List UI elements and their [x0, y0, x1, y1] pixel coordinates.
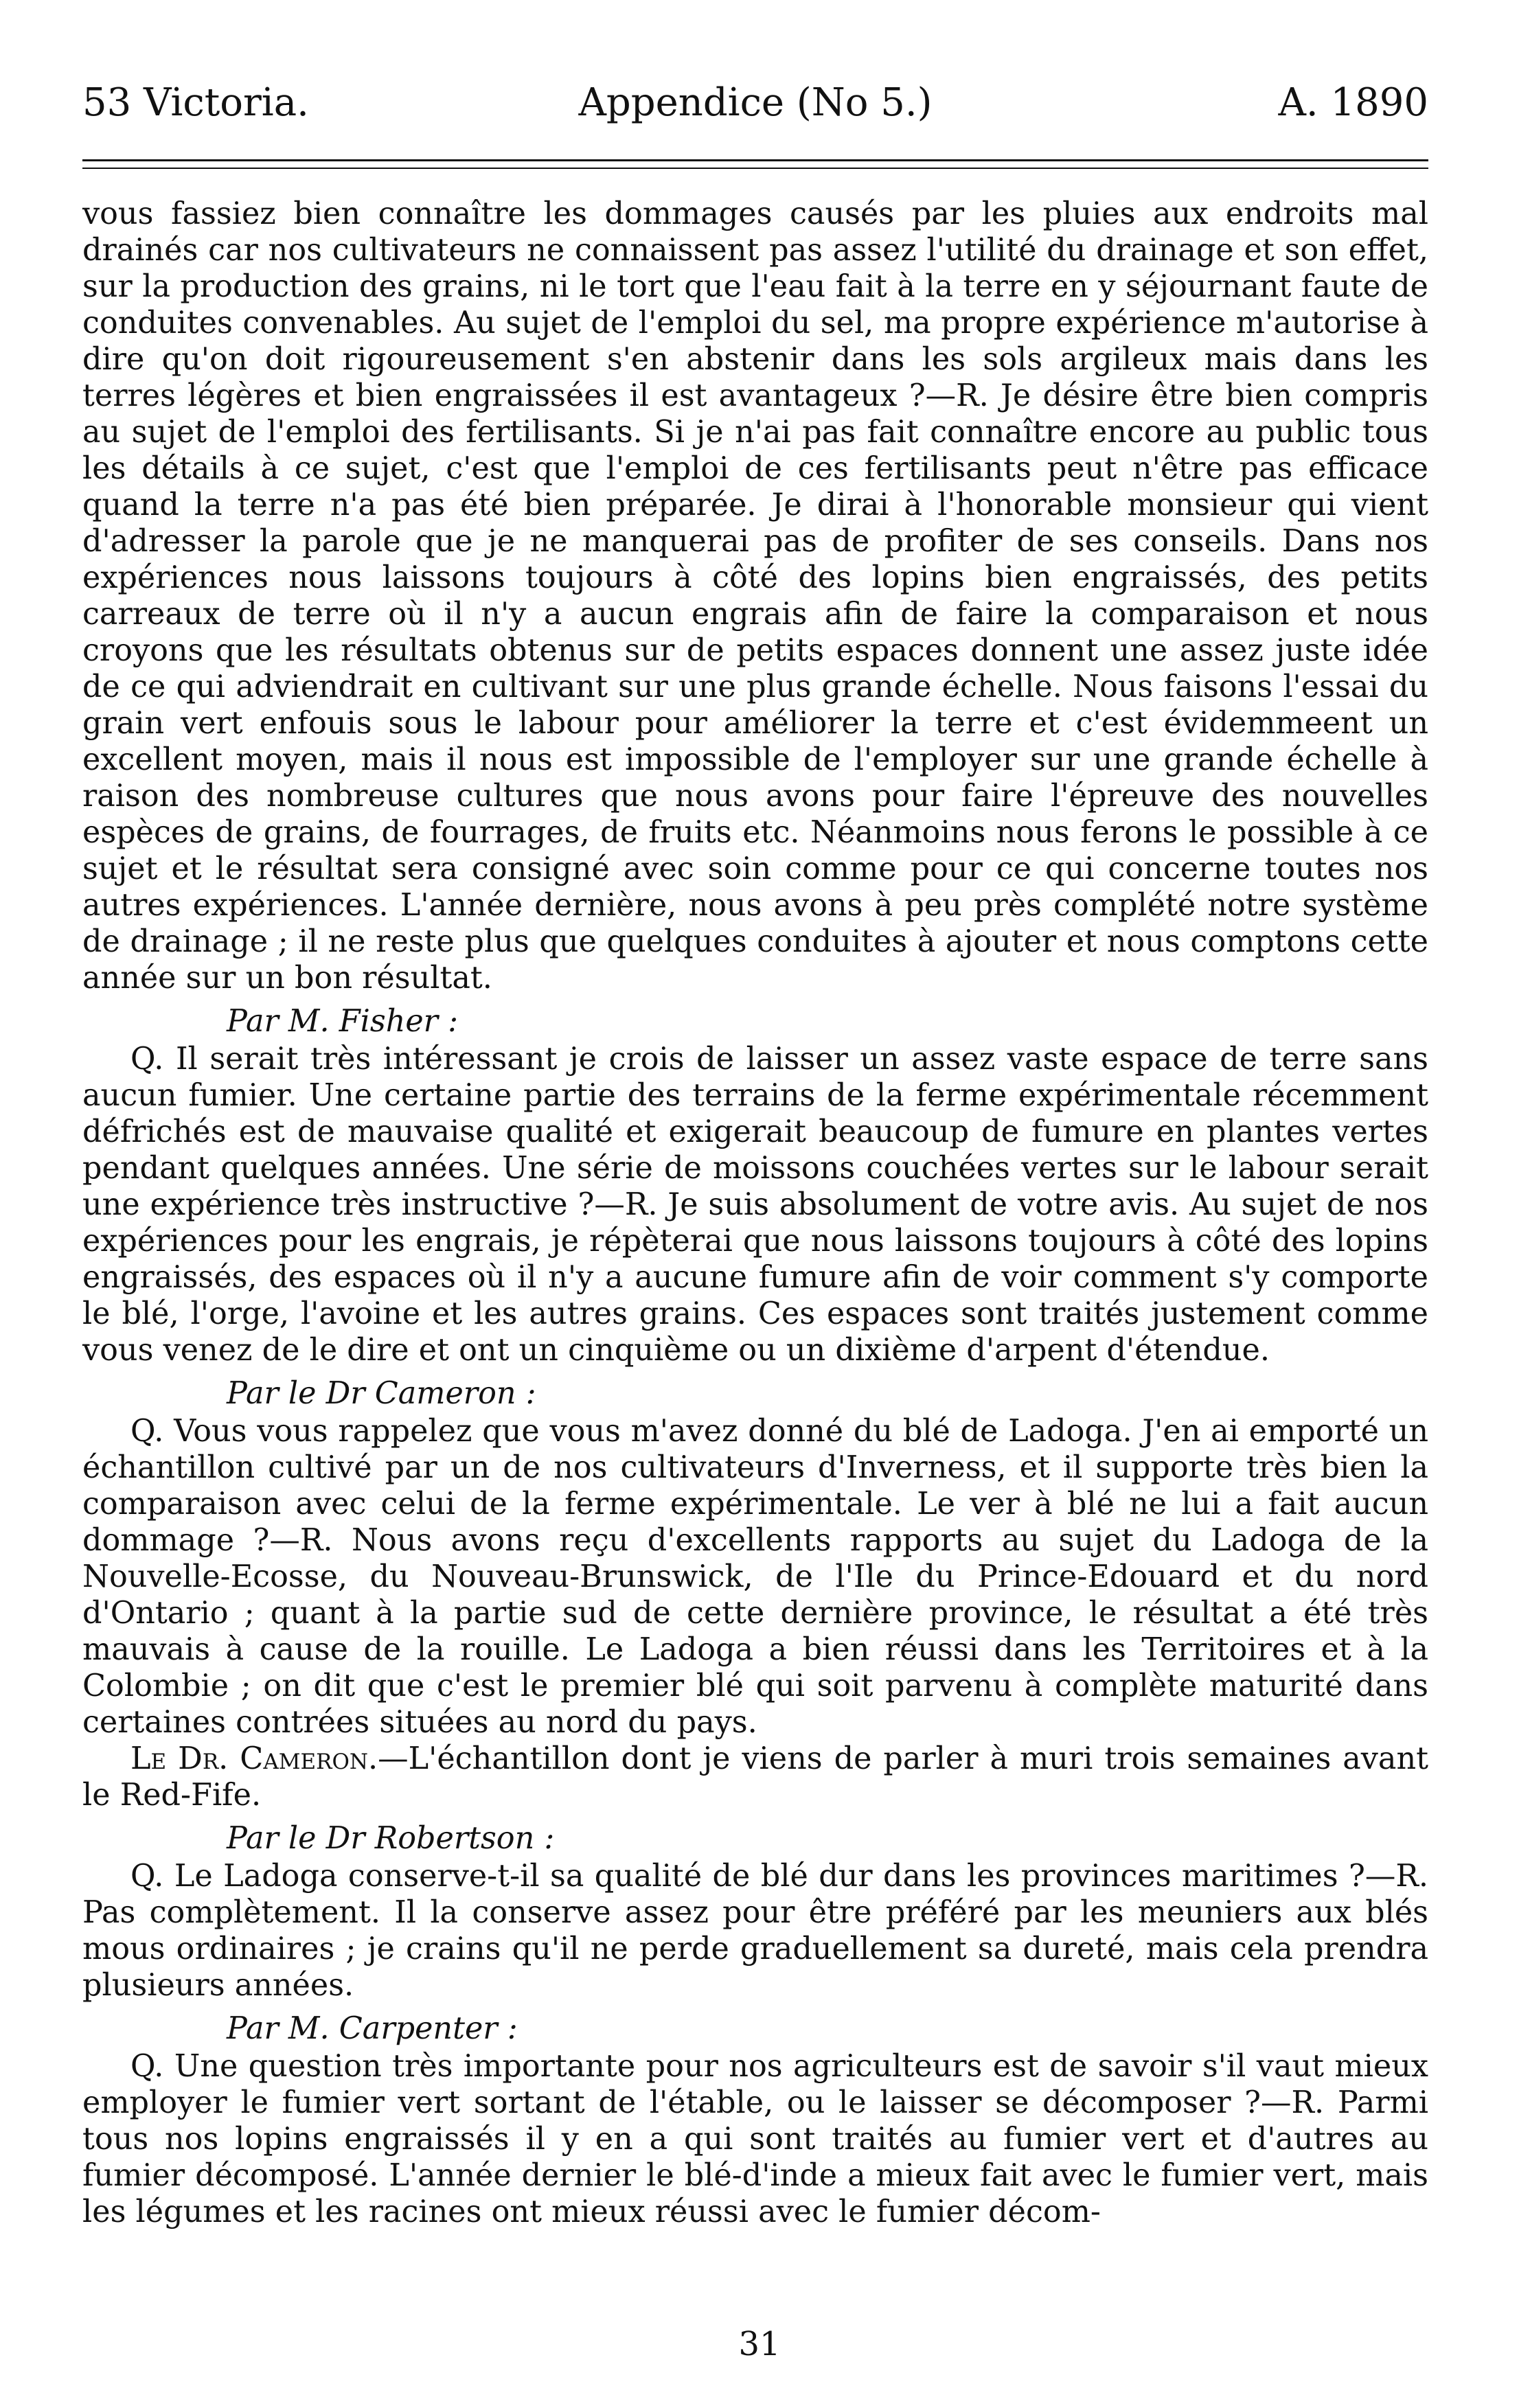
header-session: 53 Victoria.	[82, 80, 309, 125]
remark-text: —L'échantillon dont je viens de parler à muri trois semaines avant le Red-Fife.	[82, 1741, 1428, 1813]
paragraph-carpenter-question: Q. Une question très importante pour nos agriculteurs est de savoir s'il vaut mieux employer le fumier vert sortant de l'étable, ou le laisser se décomposer ?—R. Parmi tous nos lopins engraissés il y en a qui sont traités au fumier vert et d'autres au fumier décomposé. L'année dernier le blé-d'inde a mieux fait avec le fumier vert, mais les légumes et les racines ont mieux réussi avec le fumier décom-	[82, 2049, 1428, 2229]
header-rule-thin	[82, 168, 1428, 169]
paragraph-cameron-remark	[82, 1741, 1428, 1813]
paragraph-continuation: vous fassiez bien connaître les dommages causés par les pluies aux endroits mal drainés car nos cultivateurs ne connaissent pas assez l'utilité du drainage et son effet, sur la production des grains, ni le tort que l'eau fait à la terre en y séjournant faute de conduites convenables. Au sujet de l'emploi du sel, ma propre expérience m'autorise à dire qu'on doit rigoureusement s'en abstenir dans les sols argileux mais dans les terres légères et bien engraissées il est avantageux ?—R. Je désire être bien compris au sujet de l'emploi des fertilisants. Si je n'ai pas fait connaître encore au public tous les détails à ce sujet, c'est que l'emploi de ces fertilisants peut n'être pas efficace quand la terre n'a pas été bien préparée. Je dirai à l'honorable monsieur qui vient d'adresser la parole que je ne manquerai pas de profiter de ses conseils. Dans nos expériences nous laissons toujours à côté des lopins bien engraissés, des petits carreaux de terre où il n'y a aucun engrais afin de faire la comparaison et nous croyons que les résultats obtenus sur de petits espaces donnent une assez juste idée de ce qui adviendrait en cultivant sur une plus grande échelle. Nous faisons l'essai du grain vert enfouis sous le labour pour améliorer la terre et c'est évidemmeent un excellent moyen, mais il nous est impossible de l'employer sur une grande échelle à raison des nombreuse cultures que nous avons pour faire l'épreuve des nouvelles espèces de grains, de fourrages, de fruits etc. Néanmoins nous ferons le possible à ce sujet et le résultat sera consigné avec soin comme pour ce qui concerne toutes nos autres expériences. L'année dernière, nous avons à peu près complété notre système de drainage ; il ne reste plus que quelques conduites à ajouter et nous comptons cette année sur un bon résultat.	[82, 196, 1428, 996]
body-text	[82, 196, 1428, 2230]
paragraph-robertson-question: Q. Le Ladoga conserve-t-il sa qualité de blé dur dans les provinces maritimes ?—R. Pas complètement. Il la conserve assez pour être préféré par les meuniers aux blés mous ordinaires ; je crains qu'il ne perde graduellement sa dureté, mais cela prendra plusieurs années.	[82, 1859, 1428, 2003]
speaker-name-inline: Le Dr. Cameron.	[130, 1741, 378, 1776]
speaker-heading-fisher: Par M. Fisher :	[227, 1004, 459, 1039]
running-header	[82, 76, 1428, 130]
header-appendix: Appendice (No 5.)	[578, 80, 933, 125]
header-year: A. 1890	[1278, 80, 1428, 125]
speaker-heading-robertson: Par le Dr Robertson :	[227, 1821, 555, 1856]
header-rule-thick	[82, 159, 1428, 161]
speaker-heading-carpenter: Par M. Carpenter :	[227, 2011, 518, 2046]
paragraph-fisher-question: Q. Il serait très intéressant je crois de laisser un assez vaste espace de terre sans aucun fumier. Une certaine partie des terrains de la ferme expérimentale récemment défrichés est de mauvaise qualité et exigerait beaucoup de fumure en plantes vertes pendant quelques années. Une série de moissons couchées vertes sur le labour serait une expérience très instructive ?—R. Je suis absolument de votre avis. Au sujet de nos expériences pour les engrais, je répèterai que nous laissons toujours à côté des lopins engraissés, des espaces où il n'y a aucune fumure afin de voir comment s'y comporte le blé, l'orge, l'avoine et les autres grains. Ces espaces sont traités justement comme vous venez de le dire et ont un cinquième ou un dixième d'arpent d'étendue.	[82, 1042, 1428, 1368]
paragraph-cameron-question: Q. Vous vous rappelez que vous m'avez donné du blé de Ladoga. J'en ai emporté un échantillon cultivé par un de nos cultivateurs d'Inverness, et il supporte très bien la comparaison avec celui de la ferme expérimentale. Le ver à blé ne lui a fait aucun dommage ?—R. Nous avons reçu d'excellents rapports au sujet du Ladoga de la Nouvelle-Ecosse, du Nouveau-Brunswick, de l'Ile du Prince-Edouard et du nord d'Ontario ; quant à la partie sud de cette dernière province, le résultat a été très mauvais à cause de la rouille. Le Ladoga a bien réussi dans les Territoires et à la Colombie ; on dit que c'est le premier blé qui soit parvenu à complète maturité dans certaines contrées situées au nord du pays.	[82, 1414, 1428, 1740]
speaker-heading-cameron: Par le Dr Cameron :	[227, 1376, 536, 1411]
page-number: 31	[738, 2325, 781, 2363]
